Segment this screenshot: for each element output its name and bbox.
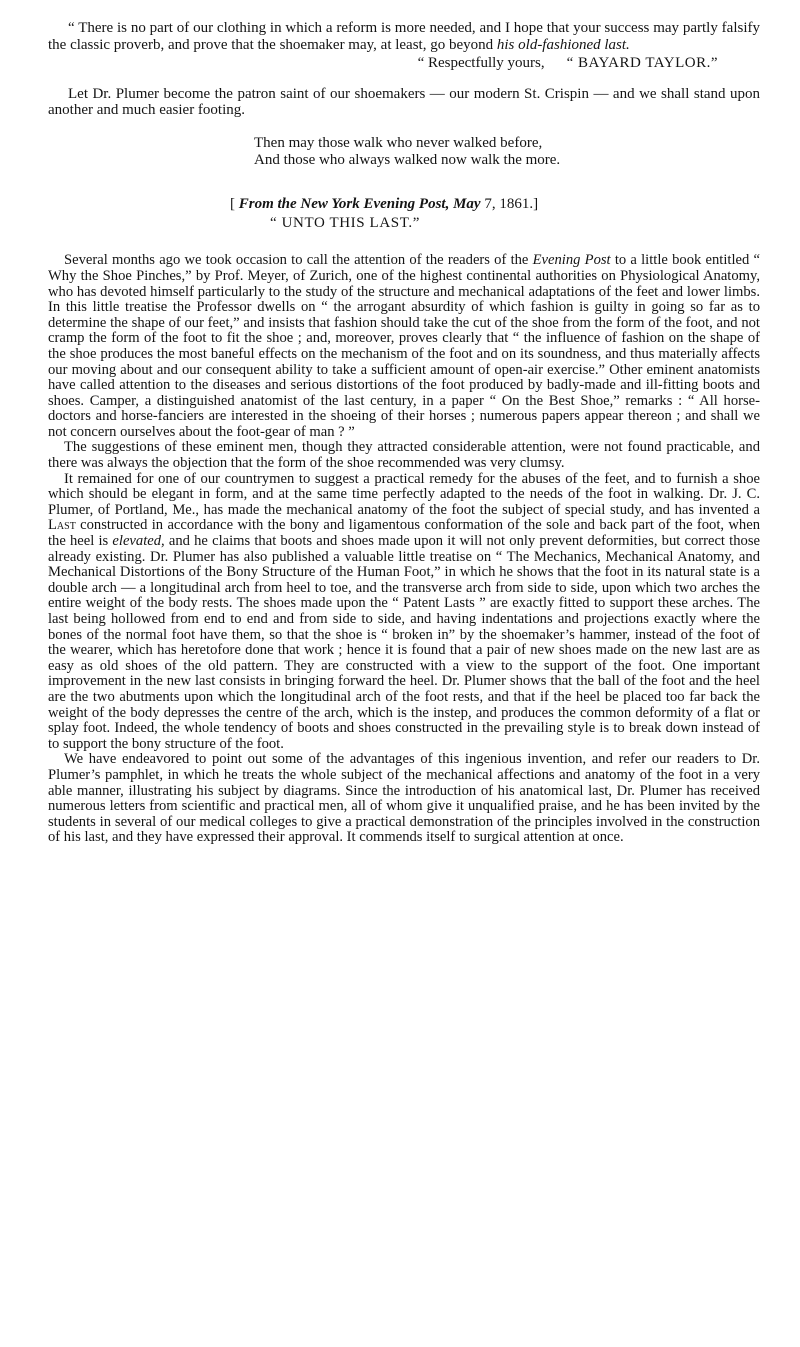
letter-signature: “ BAYARD TAYLOR.” (566, 55, 718, 72)
article-paragraph-3 (48, 472, 760, 753)
letter-body (48, 20, 760, 53)
p3-smallcaps: Last (48, 517, 76, 534)
article-paragraph-1 (48, 253, 760, 440)
source-publication: From the New York Evening Post, May (238, 196, 481, 213)
p1-start: Several months ago we took occasion to call the attention of the readers of the (64, 252, 533, 269)
p3-c: and he claims that boots and shoes made upon it will not only prevent deformities, but correct those already existing. Dr. Plumer has also published a valuable little treatise on “ The Mechanics, Mechanical Anatomy, and Mechanical Distortions of the Bony Structure of the Human Foot,” in which he shows that the foot in its natural state is a double arch — a longitudinal arch from heel to toe, and the transverse arch from side to side, upon which two arches the entire weight of the body rests. The shoes made upon the “ Patent Lasts ” are exactly fitted to support these arches. The last being hollowed from end to end and from side to side, and having indentations and projections exactly where the bones of the normal foot have them, so that the shoe is “ broken in” by the shoemaker’s hammer, instead of the foot of the wearer, which has heretofore done that work ; hence it is found that a pair of new shoes made on the new last are as easy as old shoes of the old pattern. They are constructed with a view to the support of the foot. One important improvement in the new last consists in bringing forward the heel. Dr. Plumer shows that the ball of the foot and the heel are the two abutments upon which the longitudinal arch of the foot rests, and that if the heel be placed too far back the weight of the body depresses the centre of the arch, which is the instep, and produces the common deformity of a flat or splay foot. Indeed, the whole tendency of boots and shoes constructed in the prevailing style is to break down instead of to support the bony structure of the foot. (48, 533, 760, 752)
source-citation (48, 196, 760, 213)
p1-rest: to a little book entitled “ Why the Shoe Pinches,” by Prof. Meyer, of Zurich, one of the highest continental authorities on Physiological Anatomy, who has devoted himself particularly to the study of the structure and mechanical adaptations of the feet and lower limbs. In this little treatise the Professor dwells on “ the arrogant absurdity of which fashion is guilty in going so far as to determine the shape of our feet,” and insists that fashion should take the cut of the shoe from the form of the foot, and not cramp the form of the foot to fit the shoe ; and, moreover, proves clearly that “ the influence of fashion on the shape of the shoe produces the most baneful effects on the mechanism of the foot and on its soundness, and thus materially affects our moving about and our consequent ability to take a sufficient amount of open-air exercise.” Other eminent anatomists have called attention to the diseases and serious distortions of the foot produced by badly-made and ill-fitting boots and shoes. Camper, a distinguished anatomist of the last century, in a paper “ On the Best Shoe,” remarks : “ All horse-doctors and horse-fanciers are interested in the shoeing of their horses ; numerous papers appear thereon ; and shall we not concern ourselves about the foot-gear of man ? ” (48, 252, 760, 440)
verse (48, 135, 760, 168)
p3-italic: elevated, (112, 533, 165, 550)
source-open-bracket: [ (230, 196, 239, 213)
source-date: 7, 1861.] (480, 196, 539, 213)
verse-line-2: And those who always walked now walk the more. (254, 151, 561, 168)
article-headline: “ UNTO THIS LAST.” (270, 214, 420, 231)
p3-a: It remained for one of our countrymen to suggest a practical remedy for the abuses of the feet, and to furnish a shoe which should be elegant in form, and at the same time perfectly adapted to the needs of the foot in walking. Dr. J. C. Plumer, of Portland, Me., has made the mechanical anatomy of the foot the subject of special study, and has invented a (48, 470, 760, 518)
verse-line-1: Then may those walk who never walked before, (254, 134, 543, 151)
letter-signature-line (48, 55, 760, 72)
article-paragraph-4: We have endeavored to point out some of the advantages of this ingenious invention, and refer our readers to Dr. Plumer’s pamphlet, in which he treats the whole subject of the mechanical affections and anatomy of the foot in a very able manner, illustrating his subject by diagrams. Since the introduction of his anatomical last, Dr. Plumer has received numerous letters from scientific and practical men, all of whom give it unqualified praise, and he has been invited by the students in several of our medical colleges to give a practical demonstration of the principles involved in the construction of his last, and they have expressed their approval. It commends itself to surgical attention at once. (48, 751, 760, 846)
letter-opening: “ There is no part of our clothing in which a reform is more needed, and I hope that your success may partly falsify the classic proverb, and prove that the shoemaker may, at least, go beyond (48, 20, 760, 53)
p1-italic: Evening Post (532, 252, 611, 269)
letter-closing: “ Respectfully yours, (417, 55, 545, 72)
letter-opening-italic: his old-fashioned last. (496, 36, 630, 53)
commentary-paragraph: Let Dr. Plumer become the patron saint of our shoemakers — our modern St. Crispin — and we shall stand upon another and much easier footing. (48, 85, 760, 119)
p3-b: constructed in accordance with the bony and ligamentous conformation of the sole and back part of the foot, when the heel is (48, 517, 760, 550)
article-paragraph-2: The suggestions of these eminent men, though they attracted considerable attention, were not found practicable, and there was always the objection that the form of the shoe recommended was very clumsy. (48, 439, 760, 472)
article-body (48, 253, 760, 846)
